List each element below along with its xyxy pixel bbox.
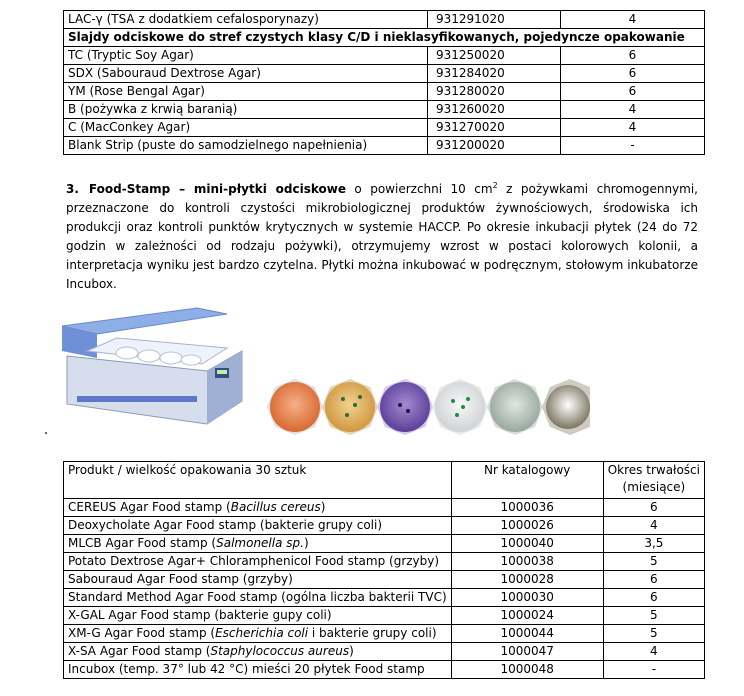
section-header: Slajdy odciskowe do stref czystych klasy C/D i nieklasyfikowanych, pojedyncze opakowanie bbox=[64, 29, 705, 47]
section-title: Food-Stamp – mini-płytki odciskowe bbox=[88, 182, 346, 196]
product-name-pre: XM-G Agar Food stamp ( bbox=[68, 626, 216, 640]
product-name: Blank Strip (puste do samodzielnego napełnienia) bbox=[64, 137, 428, 155]
header-shelf-line2: (miesiące) bbox=[622, 480, 686, 494]
shelf-life: - bbox=[603, 661, 704, 679]
product-name-post: ) bbox=[349, 644, 354, 658]
section-text-a: o powierzchni 10 cm bbox=[345, 182, 493, 196]
product-name: LAC-γ (TSA z dodatkiem cefalosporynazy) bbox=[64, 11, 428, 29]
catalog-number: 931260020 bbox=[428, 101, 561, 119]
catalog-number: 1000048 bbox=[451, 661, 603, 679]
catalog-number: 1000030 bbox=[451, 589, 603, 607]
catalog-number: 1000044 bbox=[451, 625, 603, 643]
catalog-number: 1000028 bbox=[451, 571, 603, 589]
product-name bbox=[64, 661, 452, 679]
product-name-pre: MLCB Agar Food stamp ( bbox=[68, 536, 217, 550]
table-row bbox=[64, 11, 705, 29]
table-row bbox=[64, 643, 705, 661]
product-organism: Staphylococcus aureus bbox=[210, 644, 350, 658]
section-sup: 2 bbox=[492, 181, 498, 190]
shelf-life: 6 bbox=[603, 499, 704, 517]
table-row bbox=[64, 499, 705, 517]
shelf-life: 5 bbox=[603, 625, 704, 643]
table-row bbox=[64, 571, 705, 589]
table-row bbox=[64, 83, 705, 101]
table-row bbox=[64, 47, 705, 65]
catalog-number: 931200020 bbox=[428, 137, 561, 155]
product-name bbox=[64, 571, 452, 589]
catalog-number: 1000040 bbox=[451, 535, 603, 553]
food-stamp-plates-image bbox=[265, 377, 590, 443]
catalog-number: 1000036 bbox=[451, 499, 603, 517]
shelf-life: 6 bbox=[603, 571, 704, 589]
table-row bbox=[64, 589, 705, 607]
shelf-life: 4 bbox=[561, 101, 705, 119]
shelf-life: 4 bbox=[561, 119, 705, 137]
table-row bbox=[64, 65, 705, 83]
product-name-post: ) bbox=[303, 536, 309, 550]
product-name: SDX (Sabouraud Dextrose Agar) bbox=[64, 65, 428, 83]
table-row bbox=[64, 607, 705, 625]
product-name bbox=[64, 517, 452, 535]
shelf-life: 6 bbox=[561, 47, 705, 65]
section-text-b: z pożywkami chromogennymi, przeznaczone do kontroli czystości mikrobiologicznej produktów żywnościowych, środowiska ich produkcji oraz kontroli punktów krytycznych w systemie HACCP. Po okresie inkubacji płytek (24 do 72 godzin w zależności od rodzaju pożywki), otrzymujemy wzrost w postaci kolorowych kolonii, a interpretacja wyniku jest bardzo czytelna. Płytki można inkubować w podręcznym, stołowym inkubatorze Incubox. bbox=[66, 182, 698, 291]
table-row bbox=[64, 625, 705, 643]
product-name-pre: Deoxycholate Agar Food stamp (bakterie grupy coli) bbox=[68, 518, 383, 532]
product-name: YM (Rose Bengal Agar) bbox=[64, 83, 428, 101]
product-organism: Salmonella sp. bbox=[216, 536, 304, 550]
shelf-life: 5 bbox=[603, 553, 704, 571]
product-name-pre: Potato Dextrose Agar+ Chloramphenicol Food stamp (grzyby) bbox=[68, 554, 440, 568]
section-header-row bbox=[64, 29, 705, 47]
section-number: 3. bbox=[66, 182, 79, 196]
product-name bbox=[64, 499, 452, 517]
table-row bbox=[64, 101, 705, 119]
product-organism: Bacillus cereus bbox=[230, 500, 321, 514]
product-name-post: i bakterie grupy coli) bbox=[308, 626, 437, 640]
products-table-top bbox=[63, 10, 705, 155]
shelf-life: 5 bbox=[603, 607, 704, 625]
product-name-pre: Standard Method Agar Food stamp (ogólna liczba bakterii TVC) bbox=[68, 590, 447, 604]
product-name bbox=[64, 607, 452, 625]
product-name-pre: CEREUS Agar Food stamp ( bbox=[68, 500, 231, 514]
catalog-number: 931291020 bbox=[428, 11, 561, 29]
catalog-number: 1000024 bbox=[451, 607, 603, 625]
product-name bbox=[64, 589, 452, 607]
product-name-pre: X-SA Agar Food stamp ( bbox=[68, 644, 211, 658]
catalog-number: 931250020 bbox=[428, 47, 561, 65]
header-shelf-line1: Okres trwałości bbox=[607, 463, 700, 477]
table-row bbox=[64, 137, 705, 155]
shelf-life: 6 bbox=[561, 65, 705, 83]
product-name: TC (Tryptic Soy Agar) bbox=[64, 47, 428, 65]
product-name: B (pożywka z krwią baranią) bbox=[64, 101, 428, 119]
product-name bbox=[64, 625, 452, 643]
catalog-number: 931284020 bbox=[428, 65, 561, 83]
shelf-life: 3,5 bbox=[603, 535, 704, 553]
product-name bbox=[64, 535, 452, 553]
catalog-number: 1000047 bbox=[451, 643, 603, 661]
table-row bbox=[64, 553, 705, 571]
incubox-image bbox=[57, 296, 257, 430]
table-row bbox=[64, 119, 705, 137]
shelf-life: 4 bbox=[561, 11, 705, 29]
table-row bbox=[64, 661, 705, 679]
catalog-number: 1000026 bbox=[451, 517, 603, 535]
product-name-pre: Sabouraud Agar Food stamp (grzyby) bbox=[68, 572, 293, 586]
product-name: C (MacConkey Agar) bbox=[64, 119, 428, 137]
header-product: Produkt / wielkość opakowania 30 sztuk bbox=[64, 462, 452, 499]
shelf-life: 6 bbox=[603, 589, 704, 607]
product-organism: Escherichia coli bbox=[215, 626, 309, 640]
product-name bbox=[64, 553, 452, 571]
product-name-pre: Incubox (temp. 37° lub 42 °C) mieści 20 płytek Food stamp bbox=[68, 662, 425, 676]
shelf-life: 4 bbox=[603, 517, 704, 535]
product-name bbox=[64, 643, 452, 661]
catalog-number: 931270020 bbox=[428, 119, 561, 137]
table-header-row bbox=[64, 462, 705, 499]
food-stamp-table bbox=[63, 461, 705, 679]
header-cat: Nr katalogowy bbox=[451, 462, 603, 499]
catalog-number: 931280020 bbox=[428, 83, 561, 101]
catalog-number: 1000038 bbox=[451, 553, 603, 571]
shelf-life: 6 bbox=[561, 83, 705, 101]
stray-dot bbox=[45, 432, 47, 434]
food-stamp-section bbox=[66, 180, 698, 294]
shelf-life: 4 bbox=[603, 643, 704, 661]
product-name-post: ) bbox=[320, 500, 326, 514]
table-row bbox=[64, 517, 705, 535]
shelf-life: - bbox=[561, 137, 705, 155]
table-row bbox=[64, 535, 705, 553]
product-name-pre: X-GAL Agar Food stamp (bakterie gupy coli) bbox=[68, 608, 332, 622]
header-shelf bbox=[603, 462, 704, 499]
